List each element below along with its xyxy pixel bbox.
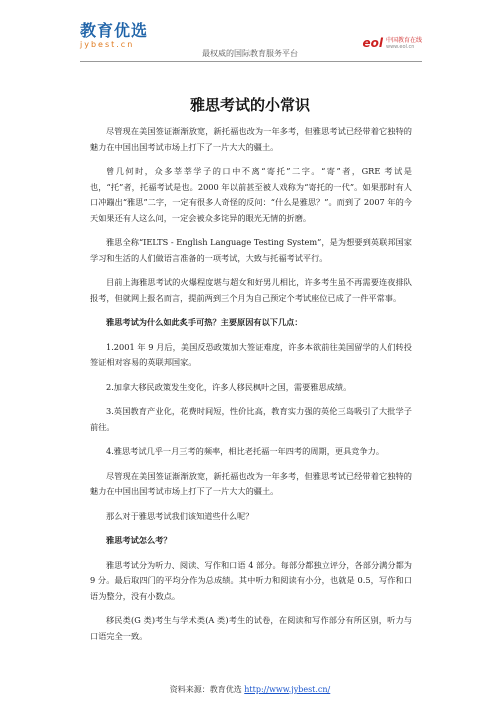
eol-logo[interactable] [362, 36, 422, 50]
footer-source-link[interactable]: http://www.jybest.cn/ [244, 685, 331, 694]
body-paragraph: 目前上海雅思考试的火爆程度堪与超女和好男儿相比，许多考生虽不再需要连夜排队报考，但就网上报名而言，提前两到三个月为自己预定个考试座位已成了一件平常事。 [90, 277, 412, 303]
logo-domain: jybest.cn [80, 40, 135, 49]
eol-mark: eol [362, 36, 383, 50]
body-paragraph: 尽管现在美国签证渐渐放宽，新托福也改为一年多考，但雅思考试已经带着它独特的魅力在中国出国考试市场上打下了一片大大的疆土。 [90, 126, 412, 152]
document-body [90, 124, 412, 653]
body-paragraph: 雅思考试分为听力、阅读、写作和口语 4 部分。每部分都独立评分，各部分满分都为 9 分。最后取四门的平均分作为总成绩。其中听力和阅读有小分，也就是 0.5，写作和口语为整分，没有小数点。 [90, 559, 412, 601]
body-paragraph: 4.雅思考试几乎一月三考的频率，相比老托福一年四考的周期，更具竞争力。 [106, 446, 385, 456]
footer-source-label: 资料来源：教育优选 [169, 685, 242, 694]
eol-text [386, 37, 422, 50]
eol-url: www.eol.cn [385, 43, 415, 50]
page-footer [0, 684, 500, 695]
body-paragraph: 移民类(G 类)考生与学术类(A 类)考生的试卷，在阅读和写作部分有所区别，听力与口语完全一致。 [90, 615, 412, 641]
document-title: 雅思考试的小常识 [189, 96, 310, 114]
logo-brand: 教育优选 [80, 21, 149, 40]
body-paragraph: 3.英国教育产业化，花费时间短，性价比高，教育实力强的英伦三岛吸引了大批学子前往。 [90, 406, 412, 432]
section-heading: 雅思考试怎么考？ [106, 535, 172, 545]
body-paragraph: 雅思全称“IELTS - English Language Testing System”，是为想要到英联邦国家学习和生活的人们做语言准备的一项考试，大致与托福考试平行。 [90, 237, 412, 263]
body-paragraph: 那么对于雅思考试我们该知道些什么呢？ [106, 510, 254, 521]
body-paragraph: 1.2001 年 9 月后，美国反恐政策加大签证难度，许多本欲前往美国留学的人们转投签证相对容易的英联邦国家。 [90, 341, 412, 367]
body-paragraph: 尽管现在美国签证渐渐放宽，新托福也改为一年多考，但雅思考试已经带着它独特的魅力在中国出国考试市场上打下了一片大大的疆土。 [90, 470, 412, 496]
body-paragraph: 2.加拿大移民政策发生变化，许多人移民枫叶之国，需要雅思成绩。 [106, 381, 352, 392]
header-tagline: 最权威的国际教育服务平台 [202, 49, 298, 58]
eol-name: 中国教育在线 [385, 36, 422, 44]
section-heading: 雅思考试为什么如此炙手可热？主要原因有以下几点： [106, 317, 303, 327]
body-paragraph: 曾几何时，众多莘莘学子的口中不离“寄托”二字。“寄”者，GRE 考试是也，“托”者，托福考试是也。2000 年以前甚至被人戏称为“寄托的一代”。如果那时有人口冲蹦出“雅思”二字，一定有很多人奇怪的反问：“什么是雅思？”。而到了 2007 年的今天如果还有人这么问，一定会被众多诧异的眼光无情的折磨。 [90, 166, 412, 223]
header-divider [80, 61, 422, 62]
page-header [0, 0, 500, 64]
